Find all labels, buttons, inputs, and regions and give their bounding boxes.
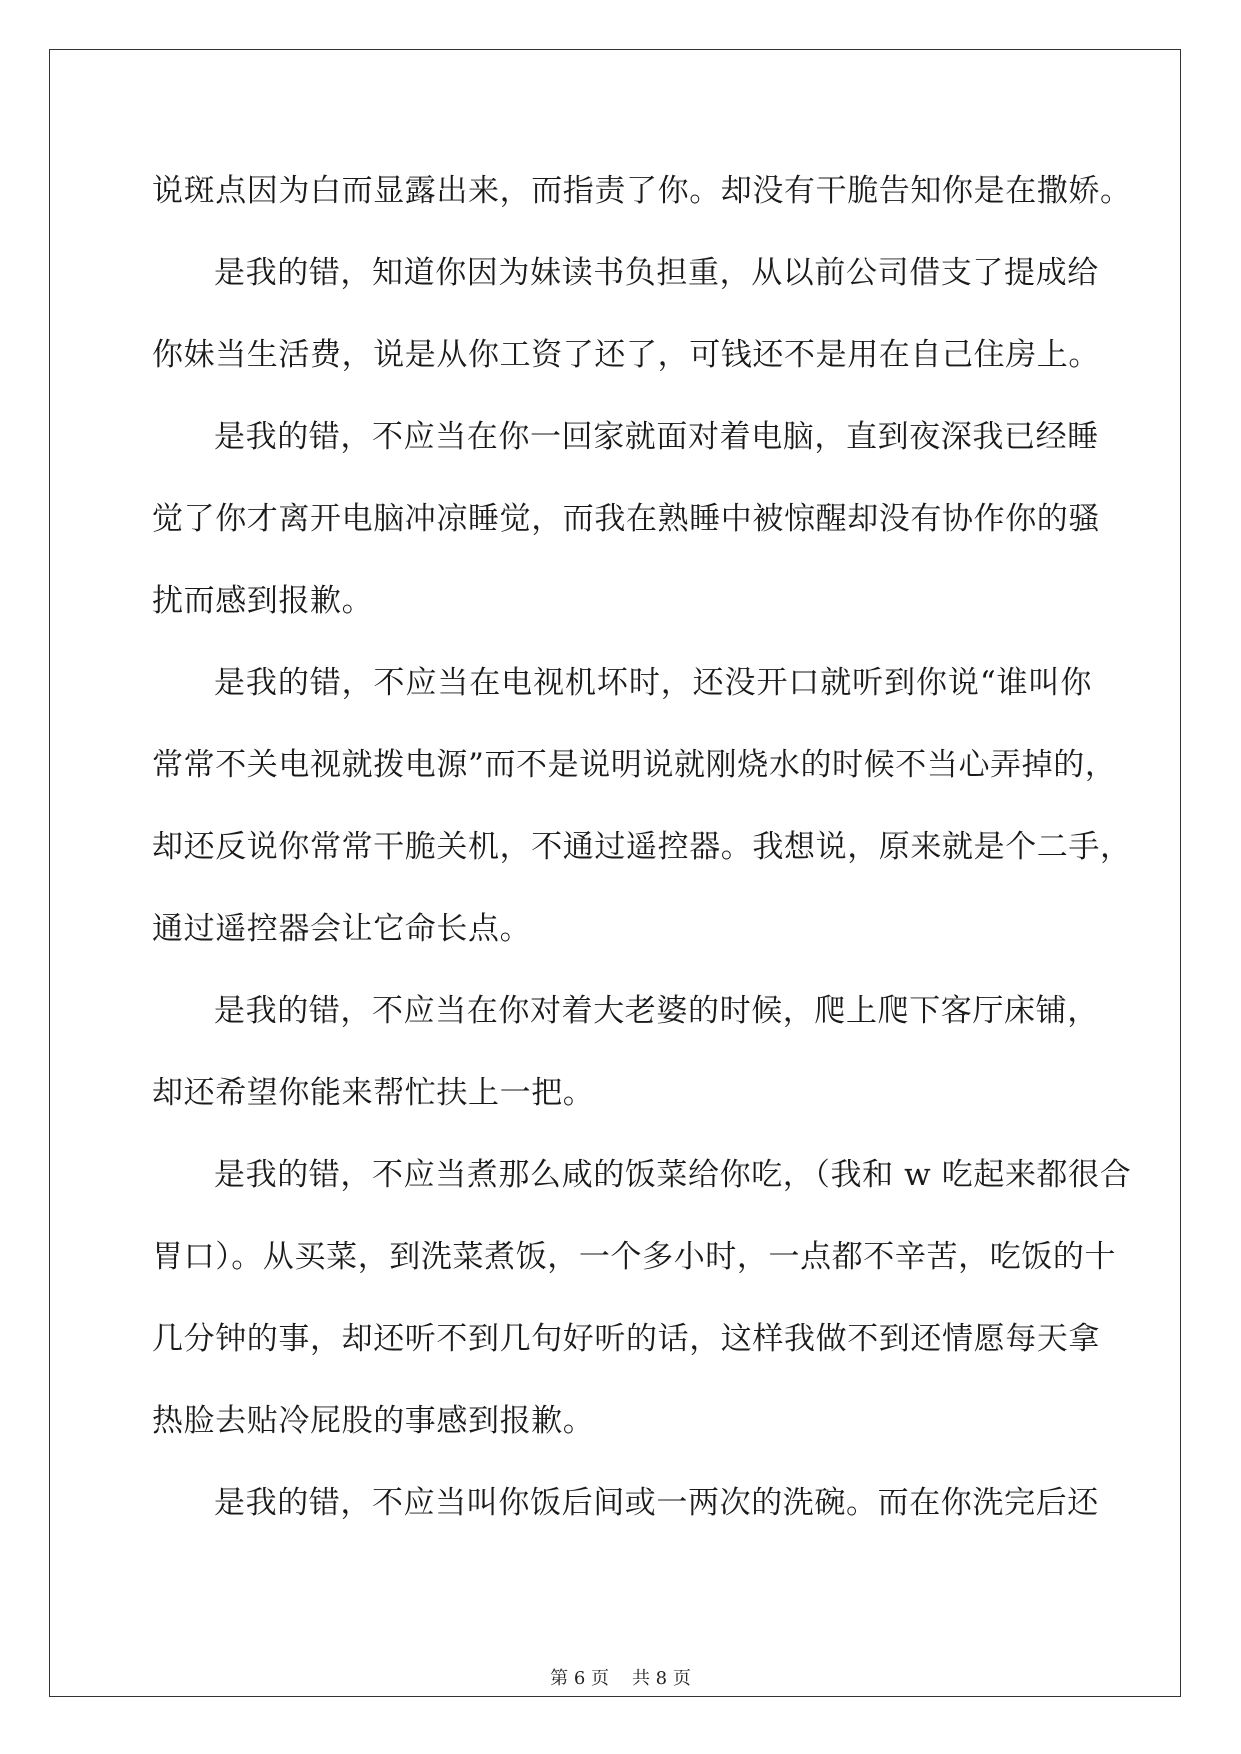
text-line: 是我的错，不应当叫你饭后间或一两次的洗碗。而在你洗完后还 xyxy=(214,1485,1099,1521)
page-number-footer: 第 6 页 共 8 页 xyxy=(550,1668,691,1689)
text-line: 你妹当生活费，说是从你工资了还了，可钱还不是用在自己住房上。 xyxy=(152,337,1100,373)
text-line: 是我的错，不应当在电视机坏时，还没开口就听到你说“谁叫你 xyxy=(214,665,1092,701)
text-line: 是我的错，不应当在你一回家就面对着电脑，直到夜深我已经睡 xyxy=(214,419,1099,455)
text-line: 说斑点因为白而显露出来，而指责了你。却没有干脆告知你是在撒娇。 xyxy=(152,173,1132,209)
text-line: 热脸去贴冷屁股的事感到报歉。 xyxy=(152,1403,595,1439)
text-line: 却还希望你能来帮忙扶上一把。 xyxy=(152,1075,595,1111)
text-line: 是我的错，不应当煮那么咸的饭菜给你吃，（我和 w 吃起来都很合 xyxy=(214,1157,1132,1193)
text-line: 却还反说你常常干脆关机，不通过遥控器。我想说，原来就是个二手， xyxy=(152,829,1132,865)
text-line: 通过遥控器会让它命长点。 xyxy=(152,911,532,947)
text-line: 觉了你才离开电脑冲凉睡觉，而我在熟睡中被惊醒却没有协作你的骚 xyxy=(152,501,1100,537)
text-line: 是我的错，知道你因为妹读书负担重，从以前公司借支了提成给 xyxy=(214,255,1099,291)
body-text xyxy=(152,150,1132,1544)
text-line: 是我的错，不应当在你对着大老婆的时候，爬上爬下客厅床铺， xyxy=(214,993,1099,1029)
text-line: 胃口）。从买菜，到洗菜煮饭，一个多小时，一点都不辛苦，吃饭的十 xyxy=(152,1239,1117,1275)
text-line: 扰而感到报歉。 xyxy=(152,583,374,619)
text-line: 几分钟的事，却还听不到几句好听的话，这样我做不到还情愿每天拿 xyxy=(152,1321,1100,1357)
text-line: 常常不关电视就拨电源”而不是说明说就刚烧水的时候不当心弄掉的， xyxy=(152,747,1117,783)
